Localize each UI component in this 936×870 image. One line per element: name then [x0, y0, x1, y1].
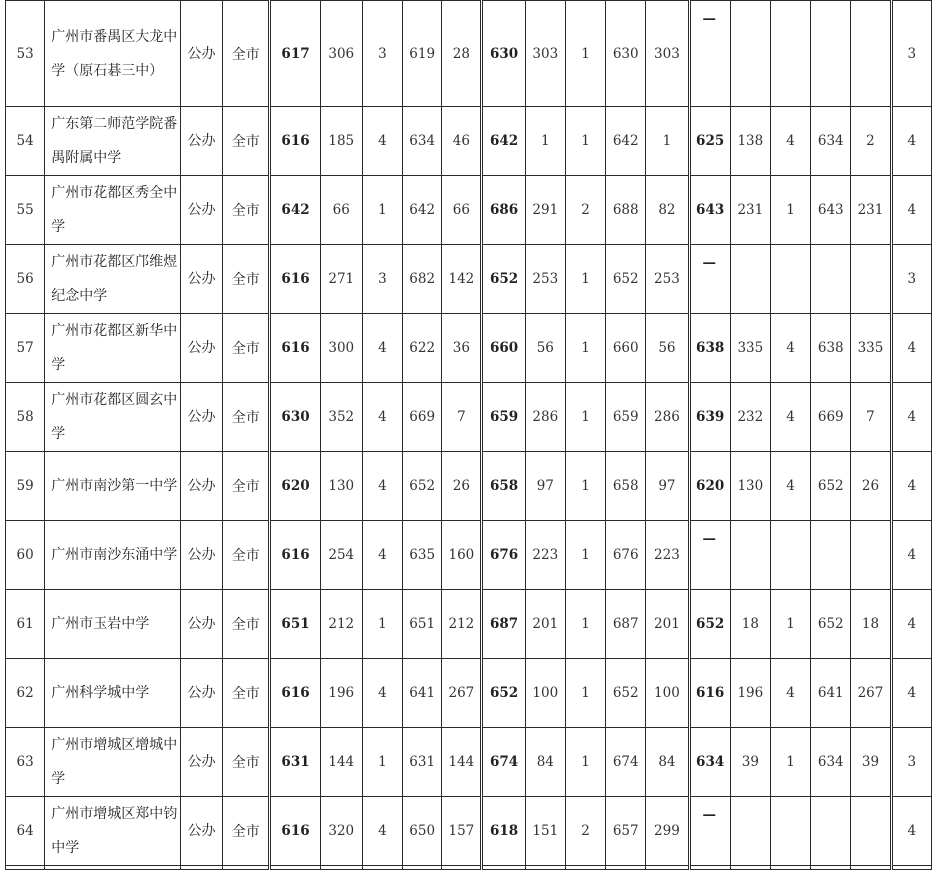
cell-c14: 634	[811, 728, 851, 797]
cell-c12	[730, 1, 770, 107]
cell-name: 广州市番禺区大龙中学（原石碁三中）	[45, 1, 181, 107]
cell-type: 公办	[180, 797, 222, 866]
cell-empty	[565, 866, 605, 870]
cell-c16: 4	[891, 797, 931, 866]
cell-c10: 97	[646, 452, 689, 521]
cell-c5: 160	[442, 521, 482, 590]
cell-c7: 286	[525, 383, 565, 452]
cell-c16: 4	[891, 107, 931, 176]
cell-c8: 1	[565, 314, 605, 383]
cell-c10: 286	[646, 383, 689, 452]
cell-c5: 26	[442, 452, 482, 521]
cell-c14: 643	[811, 176, 851, 245]
cell-c16: 4	[891, 176, 931, 245]
cell-c5: 36	[442, 314, 482, 383]
cell-c7: 303	[525, 1, 565, 107]
cell-c5: 142	[442, 245, 482, 314]
cell-c4: 641	[403, 659, 442, 728]
cell-c16: 4	[891, 590, 931, 659]
cell-c3: 1	[362, 590, 402, 659]
cell-c4: 634	[403, 107, 442, 176]
cell-c8: 1	[565, 521, 605, 590]
cell-c11: —	[689, 797, 730, 866]
cell-c16: 4	[891, 521, 931, 590]
cell-c3: 1	[362, 728, 402, 797]
cell-type: 公办	[180, 728, 222, 797]
cell-area: 全市	[223, 314, 270, 383]
cell-c10: 299	[646, 797, 689, 866]
cell-c11: 638	[689, 314, 730, 383]
cell-c11: —	[689, 245, 730, 314]
cell-area: 全市	[223, 797, 270, 866]
cell-c6: 686	[482, 176, 525, 245]
table-row	[6, 1, 932, 107]
cell-name: 广州市增城区增城中学	[45, 728, 181, 797]
table-row-partial	[6, 866, 932, 870]
cell-c3: 4	[362, 452, 402, 521]
cell-type: 公办	[180, 383, 222, 452]
cell-c1: 642	[270, 176, 320, 245]
cell-c10: 1	[646, 107, 689, 176]
cell-empty	[730, 866, 770, 870]
cell-c16: 3	[891, 728, 931, 797]
cell-c3: 4	[362, 383, 402, 452]
cell-name: 广东第二师范学院番禺附属中学	[45, 107, 181, 176]
cell-c16: 4	[891, 452, 931, 521]
cell-c12: 196	[730, 659, 770, 728]
cell-c8: 2	[565, 797, 605, 866]
cell-c2: 254	[320, 521, 362, 590]
cell-empty	[646, 866, 689, 870]
cell-c13: 4	[770, 107, 810, 176]
cell-type: 公办	[180, 176, 222, 245]
cell-c14	[811, 797, 851, 866]
cell-c6: 676	[482, 521, 525, 590]
cell-c7: 56	[525, 314, 565, 383]
cell-c10: 100	[646, 659, 689, 728]
cell-c2: 271	[320, 245, 362, 314]
cell-c2: 352	[320, 383, 362, 452]
cell-c6: 652	[482, 659, 525, 728]
cell-c4: 631	[403, 728, 442, 797]
cell-c9: 659	[606, 383, 646, 452]
cell-c9: 660	[606, 314, 646, 383]
cell-c5: 7	[442, 383, 482, 452]
cell-c9: 676	[606, 521, 646, 590]
cell-c9: 642	[606, 107, 646, 176]
cell-c12: 138	[730, 107, 770, 176]
table-row	[6, 314, 932, 383]
cell-c14	[811, 521, 851, 590]
cell-c14: 652	[811, 590, 851, 659]
cell-empty	[689, 866, 730, 870]
table-row	[6, 452, 932, 521]
cell-c16: 4	[891, 659, 931, 728]
cell-c8: 1	[565, 1, 605, 107]
cell-c3: 4	[362, 797, 402, 866]
cell-c14: 652	[811, 452, 851, 521]
cell-empty	[403, 866, 442, 870]
cell-empty	[223, 866, 270, 870]
cell-no: 58	[6, 383, 45, 452]
cell-type: 公办	[180, 107, 222, 176]
cell-c6: 618	[482, 797, 525, 866]
cell-c12: 232	[730, 383, 770, 452]
cell-no: 56	[6, 245, 45, 314]
cell-type: 公办	[180, 452, 222, 521]
cell-c5: 157	[442, 797, 482, 866]
cell-name: 广州市玉岩中学	[45, 590, 181, 659]
cell-c15	[851, 245, 891, 314]
cell-no: 64	[6, 797, 45, 866]
table-row	[6, 797, 932, 866]
cell-area: 全市	[223, 452, 270, 521]
cell-c10: 201	[646, 590, 689, 659]
cell-c13: 1	[770, 176, 810, 245]
table-row	[6, 176, 932, 245]
cell-type: 公办	[180, 521, 222, 590]
cell-c3: 3	[362, 1, 402, 107]
cell-area: 全市	[223, 728, 270, 797]
cell-c13: 4	[770, 314, 810, 383]
cell-c12	[730, 797, 770, 866]
cell-c2: 300	[320, 314, 362, 383]
table-row	[6, 245, 932, 314]
cell-c5: 144	[442, 728, 482, 797]
cell-c4: 651	[403, 590, 442, 659]
cell-area: 全市	[223, 245, 270, 314]
cell-c11: 652	[689, 590, 730, 659]
cell-c16: 4	[891, 314, 931, 383]
cell-c8: 1	[565, 107, 605, 176]
cell-empty	[442, 866, 482, 870]
cell-c12: 18	[730, 590, 770, 659]
cell-c12: 39	[730, 728, 770, 797]
cell-c12: 335	[730, 314, 770, 383]
cell-area: 全市	[223, 659, 270, 728]
cell-name: 广州市南沙第一中学	[45, 452, 181, 521]
cell-c4: 652	[403, 452, 442, 521]
cell-c15: 231	[851, 176, 891, 245]
cell-c7: 84	[525, 728, 565, 797]
cell-c13: 4	[770, 383, 810, 452]
cell-empty	[45, 866, 181, 870]
cell-type: 公办	[180, 590, 222, 659]
cell-name: 广州市花都区圆玄中学	[45, 383, 181, 452]
cell-no: 54	[6, 107, 45, 176]
cell-name: 广州市南沙东涌中学	[45, 521, 181, 590]
cell-c5: 46	[442, 107, 482, 176]
cell-c11: —	[689, 1, 730, 107]
cell-name: 广州科学城中学	[45, 659, 181, 728]
cell-c6: 642	[482, 107, 525, 176]
cell-c5: 28	[442, 1, 482, 107]
cell-c11: 625	[689, 107, 730, 176]
cell-c6: 630	[482, 1, 525, 107]
cell-c2: 130	[320, 452, 362, 521]
cell-c14: 634	[811, 107, 851, 176]
cell-c12: 130	[730, 452, 770, 521]
cell-c8: 1	[565, 245, 605, 314]
cell-c2: 196	[320, 659, 362, 728]
cell-c15: 335	[851, 314, 891, 383]
cell-c13: 4	[770, 452, 810, 521]
cell-c1: 616	[270, 314, 320, 383]
cell-c7: 291	[525, 176, 565, 245]
cell-c10: 84	[646, 728, 689, 797]
cell-empty	[606, 866, 646, 870]
cell-c2: 320	[320, 797, 362, 866]
cell-c5: 66	[442, 176, 482, 245]
cell-empty	[270, 866, 320, 870]
cell-c1: 616	[270, 245, 320, 314]
cell-c14: 641	[811, 659, 851, 728]
cell-c9: 688	[606, 176, 646, 245]
cell-c4: 669	[403, 383, 442, 452]
cell-c2: 66	[320, 176, 362, 245]
cell-c4: 642	[403, 176, 442, 245]
cell-c1: 631	[270, 728, 320, 797]
cell-c8: 1	[565, 659, 605, 728]
cell-c12: 231	[730, 176, 770, 245]
cell-c6: 687	[482, 590, 525, 659]
cell-c13	[770, 521, 810, 590]
cell-c14	[811, 245, 851, 314]
cell-area: 全市	[223, 107, 270, 176]
cell-type: 公办	[180, 659, 222, 728]
cell-c1: 616	[270, 797, 320, 866]
cell-c15: 39	[851, 728, 891, 797]
cell-c1: 616	[270, 107, 320, 176]
cell-c6: 652	[482, 245, 525, 314]
cell-c11: —	[689, 521, 730, 590]
cell-empty	[362, 866, 402, 870]
cell-no: 57	[6, 314, 45, 383]
cell-c15	[851, 521, 891, 590]
cell-empty	[770, 866, 810, 870]
cell-area: 全市	[223, 521, 270, 590]
cell-c2: 185	[320, 107, 362, 176]
cell-c3: 3	[362, 245, 402, 314]
cell-c6: 658	[482, 452, 525, 521]
cell-c7: 97	[525, 452, 565, 521]
table-row	[6, 728, 932, 797]
cell-c9: 652	[606, 245, 646, 314]
cell-empty	[811, 866, 851, 870]
cell-c13: 4	[770, 659, 810, 728]
cell-c3: 4	[362, 314, 402, 383]
cell-c11: 639	[689, 383, 730, 452]
cell-c14	[811, 1, 851, 107]
cell-c9: 658	[606, 452, 646, 521]
cell-c6: 659	[482, 383, 525, 452]
table-row	[6, 521, 932, 590]
cell-c8: 2	[565, 176, 605, 245]
cell-c16: 3	[891, 1, 931, 107]
cell-c12	[730, 521, 770, 590]
cell-c8: 1	[565, 383, 605, 452]
cell-c15: 26	[851, 452, 891, 521]
cell-c10: 82	[646, 176, 689, 245]
cell-c14: 669	[811, 383, 851, 452]
cell-c1: 651	[270, 590, 320, 659]
cell-empty	[180, 866, 222, 870]
cell-c3: 4	[362, 521, 402, 590]
cell-c4: 682	[403, 245, 442, 314]
score-table-viewport	[5, 0, 932, 870]
cell-c15: 18	[851, 590, 891, 659]
cell-area: 全市	[223, 176, 270, 245]
cell-empty	[6, 866, 45, 870]
cell-area: 全市	[223, 1, 270, 107]
cell-c7: 253	[525, 245, 565, 314]
cell-c5: 212	[442, 590, 482, 659]
cell-c2: 144	[320, 728, 362, 797]
cell-c4: 622	[403, 314, 442, 383]
cell-c16: 3	[891, 245, 931, 314]
cell-no: 55	[6, 176, 45, 245]
cell-c13	[770, 245, 810, 314]
cell-empty	[320, 866, 362, 870]
cell-c1: 630	[270, 383, 320, 452]
cell-area: 全市	[223, 383, 270, 452]
cell-no: 59	[6, 452, 45, 521]
cell-c4: 635	[403, 521, 442, 590]
cell-name: 广州市花都区秀全中学	[45, 176, 181, 245]
cell-c4: 619	[403, 1, 442, 107]
cell-type: 公办	[180, 1, 222, 107]
cell-c1: 616	[270, 521, 320, 590]
cell-no: 63	[6, 728, 45, 797]
table-row	[6, 659, 932, 728]
cell-c13	[770, 1, 810, 107]
cell-c10: 303	[646, 1, 689, 107]
cell-no: 60	[6, 521, 45, 590]
cell-c13: 1	[770, 590, 810, 659]
cell-c2: 306	[320, 1, 362, 107]
cell-c15: 267	[851, 659, 891, 728]
cell-empty	[851, 866, 891, 870]
cell-c11: 616	[689, 659, 730, 728]
cell-c11: 643	[689, 176, 730, 245]
cell-c7: 100	[525, 659, 565, 728]
cell-c3: 4	[362, 659, 402, 728]
admission-score-table	[5, 0, 932, 870]
table-row	[6, 590, 932, 659]
cell-c10: 253	[646, 245, 689, 314]
cell-area: 全市	[223, 590, 270, 659]
cell-c13	[770, 797, 810, 866]
cell-c12	[730, 245, 770, 314]
cell-c10: 56	[646, 314, 689, 383]
cell-c9: 687	[606, 590, 646, 659]
cell-c3: 1	[362, 176, 402, 245]
cell-c6: 674	[482, 728, 525, 797]
cell-c8: 1	[565, 452, 605, 521]
table-row	[6, 383, 932, 452]
cell-c1: 617	[270, 1, 320, 107]
cell-c7: 151	[525, 797, 565, 866]
cell-c3: 4	[362, 107, 402, 176]
cell-c15: 7	[851, 383, 891, 452]
cell-c13: 1	[770, 728, 810, 797]
cell-no: 53	[6, 1, 45, 107]
cell-name: 广州市增城区郑中钧中学	[45, 797, 181, 866]
table-row	[6, 107, 932, 176]
cell-c9: 674	[606, 728, 646, 797]
cell-type: 公办	[180, 245, 222, 314]
cell-c9: 657	[606, 797, 646, 866]
cell-c5: 267	[442, 659, 482, 728]
cell-type: 公办	[180, 314, 222, 383]
cell-c15	[851, 797, 891, 866]
cell-c2: 212	[320, 590, 362, 659]
cell-c1: 620	[270, 452, 320, 521]
cell-c14: 638	[811, 314, 851, 383]
cell-c6: 660	[482, 314, 525, 383]
cell-name: 广州市花都区新华中学	[45, 314, 181, 383]
cell-no: 61	[6, 590, 45, 659]
cell-empty	[891, 866, 931, 870]
cell-c8: 1	[565, 590, 605, 659]
cell-c15: 2	[851, 107, 891, 176]
cell-c15	[851, 1, 891, 107]
cell-c16: 4	[891, 383, 931, 452]
cell-c1: 616	[270, 659, 320, 728]
cell-name: 广州市花都区邝维煜纪念中学	[45, 245, 181, 314]
table-body	[6, 1, 932, 870]
cell-c4: 650	[403, 797, 442, 866]
cell-c11: 634	[689, 728, 730, 797]
cell-c7: 201	[525, 590, 565, 659]
cell-c9: 630	[606, 1, 646, 107]
cell-empty	[482, 866, 525, 870]
cell-no: 62	[6, 659, 45, 728]
cell-c7: 223	[525, 521, 565, 590]
cell-empty	[525, 866, 565, 870]
cell-c8: 1	[565, 728, 605, 797]
cell-c7: 1	[525, 107, 565, 176]
cell-c9: 652	[606, 659, 646, 728]
cell-c11: 620	[689, 452, 730, 521]
cell-c10: 223	[646, 521, 689, 590]
